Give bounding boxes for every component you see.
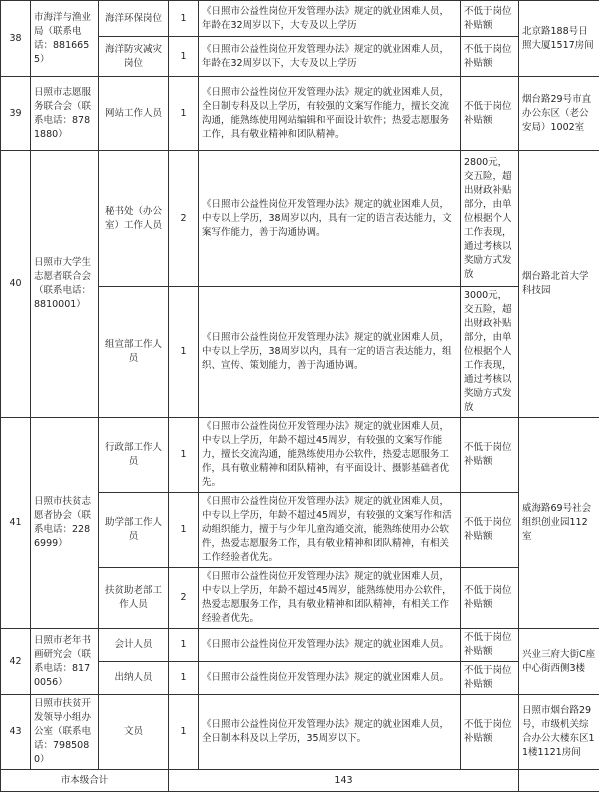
post-requirements: 《日照市公益性岗位开发管理办法》规定的就业困难人员，中专以上学历，38周岁以内，具有一定的语言表达能力，文案写作能力，善于沟通协调。 (199, 151, 461, 287)
post-name: 会计人员 (99, 629, 169, 662)
post-name: 组宣部工作人员 (99, 287, 169, 418)
row-number: 40 (1, 151, 31, 418)
post-name: 秘书处（办公室）工作人员 (99, 151, 169, 287)
post-count: 1 (169, 77, 199, 151)
post-requirements: 《日照市公益性岗位开发管理办法》规定的就业困难人员，全日制本科及以上学历，35周岁以下。 (199, 695, 461, 770)
employer-cell: 日照市扶贫志愿者协会（联系电话：2286999） (31, 418, 99, 629)
employer-cell: 日照市扶贫开发领导小组办公室（联系电话：7985080） (31, 695, 99, 770)
total-row (1, 770, 599, 792)
post-salary: 不低于岗位补贴额 (461, 568, 519, 629)
table-row (1, 695, 599, 770)
table-row (1, 77, 599, 151)
post-count: 2 (169, 151, 199, 287)
row-number: 39 (1, 77, 31, 151)
post-requirements: 《日照市公益性岗位开发管理办法》规定的就业困难人员。 (199, 629, 461, 662)
post-name: 文员 (99, 695, 169, 770)
post-count: 1 (169, 662, 199, 695)
row-number: 42 (1, 629, 31, 695)
row-number: 43 (1, 695, 31, 770)
post-salary: 不低于岗位补贴额 (461, 695, 519, 770)
post-count: 1 (169, 418, 199, 493)
row-number: 38 (1, 1, 31, 77)
employer-cell: 日照市大学生志愿者联合会（联系电话：8810001） (31, 151, 99, 418)
table-row (1, 151, 599, 287)
employer-cell: 日照市老年书画研究会（联系电话：8170056） (31, 629, 99, 695)
post-salary: 2800元，交五险，超出财政补贴部分，由单位根据个人工作表现，通过考核以奖励方式发放 (461, 151, 519, 287)
post-salary: 不低于岗位补贴额 (461, 77, 519, 151)
post-name: 出纳人员 (99, 662, 169, 695)
post-requirements: 《日照市公益性岗位开发管理办法》规定的就业困难人员，中专以上学历，38周岁以内，具有一定的语言表达能力，组织、宣传、策划能力，善于沟通协调。 (199, 287, 461, 418)
post-requirements: 《日照市公益性岗位开发管理办法》规定的就业困难人员，年龄在32周岁以下，大专及以上学历 (199, 37, 461, 77)
employer-address: 烟台路北首大学科技园 (519, 151, 599, 418)
post-salary: 不低于岗位补贴额 (461, 629, 519, 662)
employer-address: 北京路188号日照大厦1517房间 (519, 1, 599, 77)
post-requirements: 《日照市公益性岗位开发管理办法》规定的就业困难人员，中专以上学历，年龄不超过45周岁，有较强的文案写作和活动组织能力，擅于与少年儿童沟通交流，能熟练使用办公软件，热爱志愿服务工作，具有敬业精神和团队精神，有相关工作经验者优先。 (199, 493, 461, 568)
post-salary: 不低于岗位补贴额 (461, 493, 519, 568)
row-number: 41 (1, 418, 31, 629)
employer-address: 威海路69号社会组织创业园112室 (519, 418, 599, 629)
table-row (1, 418, 599, 493)
post-salary: 不低于岗位补贴额 (461, 418, 519, 493)
post-requirements: 《日照市公益性岗位开发管理办法》规定的就业困难人员。 (199, 662, 461, 695)
post-salary: 不低于岗位补贴额 (461, 37, 519, 77)
post-name: 行政部工作人员 (99, 418, 169, 493)
employer-cell: 市海洋与渔业局（联系电话：8816655） (31, 1, 99, 77)
employer-address: 烟台路29号市直办公东区（老公安局）1002室 (519, 77, 599, 151)
post-salary: 不低于岗位补贴额 (461, 662, 519, 695)
post-salary: 3000元，交五险，超出财政补贴部分，由单位根据个人工作表现，通过考核以奖励方式发放 (461, 287, 519, 418)
total-blank-cell (519, 770, 599, 792)
post-name: 扶贫助老部工作人员 (99, 568, 169, 629)
post-name: 网站工作人员 (99, 77, 169, 151)
employer-address: 日照市烟台路29号，市级机关综合办公大楼东区11楼1121房间 (519, 695, 599, 770)
table-row (1, 629, 599, 662)
post-name: 海洋防灾减灾岗位 (99, 37, 169, 77)
post-count: 1 (169, 695, 199, 770)
total-value: 143 (169, 770, 519, 792)
post-name: 海洋环保岗位 (99, 1, 169, 37)
employer-cell: 日照市志愿服务联合会（联系电话：8781880） (31, 77, 99, 151)
post-requirements: 《日照市公益性岗位开发管理办法》规定的就业困难人员，中专以上学历，年龄不超过45周岁，能熟练使用办公软件，热爱志愿服务工作，具有敬业精神和团队精神，有相关工作经验者优先。 (199, 568, 461, 629)
post-name: 助学部工作人员 (99, 493, 169, 568)
table-row (1, 1, 599, 37)
post-count: 2 (169, 568, 199, 629)
total-label: 市本级合计 (1, 770, 169, 792)
post-count: 1 (169, 1, 199, 37)
post-requirements: 《日照市公益性岗位开发管理办法》规定的就业困难人员，中专以上学历，年龄不超过45周岁，有较强的文案写作能力，擅长交流沟通，能熟练使用办公软件，热爱志愿服务工作，具有敬业精神和团队精神，有平面设计、摄影基础者优先。 (199, 418, 461, 493)
post-count: 1 (169, 493, 199, 568)
post-requirements: 《日照市公益性岗位开发管理办法》规定的就业困难人员，年龄在32周岁以下，大专及以上学历 (199, 1, 461, 37)
post-requirements: 《日照市公益性岗位开发管理办法》规定的就业困难人员，全日制专科及以上学历，有较强的文案写作能力，擅长交流沟通，能熟练使用网站编辑和平面设计软件；热爱志愿服务工作，具有敬业精神和团队精神。 (199, 77, 461, 151)
post-count: 1 (169, 287, 199, 418)
post-salary: 不低于岗位补贴额 (461, 1, 519, 37)
post-count: 1 (169, 629, 199, 662)
post-count: 1 (169, 37, 199, 77)
employer-address: 兴业三府大街C座中心街西侧3楼 (519, 629, 599, 695)
